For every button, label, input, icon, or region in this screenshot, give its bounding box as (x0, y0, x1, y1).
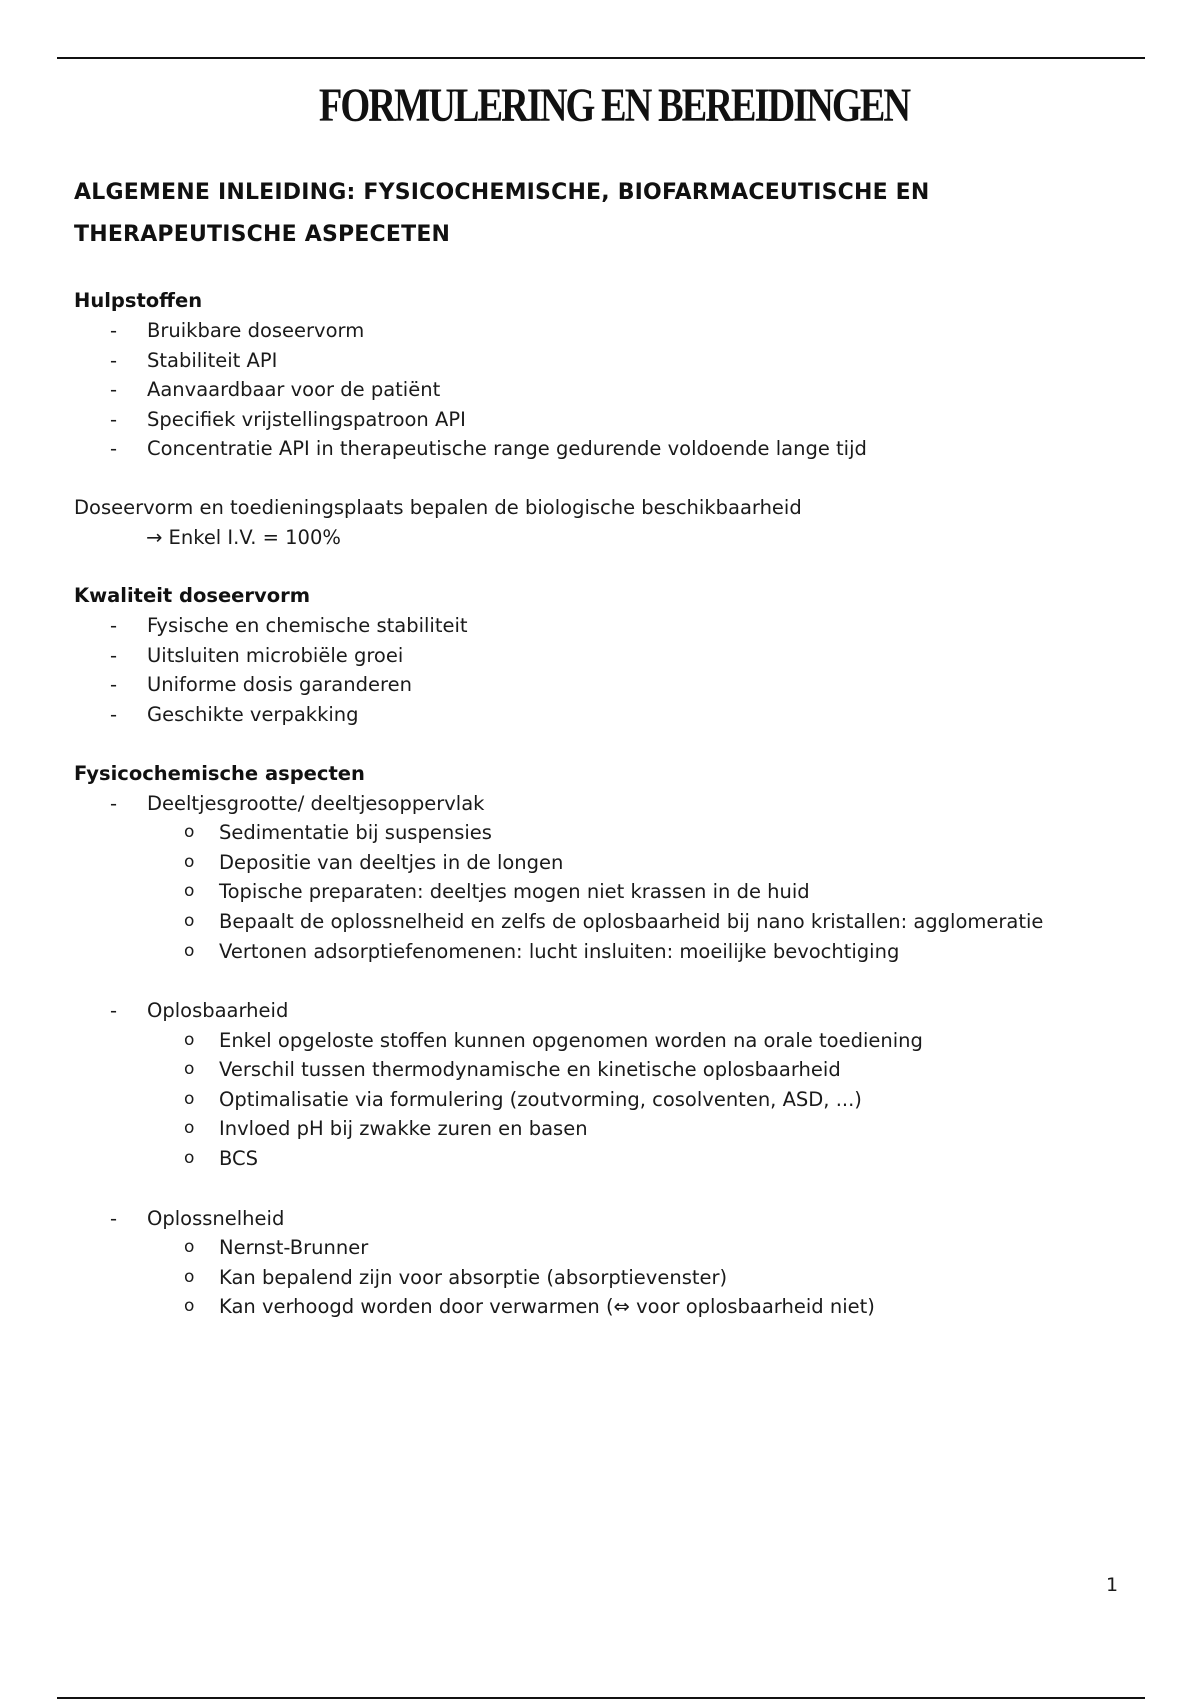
sublist-item: o Verschil tussen thermodynamische en kinetische oplosbaarheid (74, 1055, 1154, 1085)
sublist-item: o Sedimentatie bij suspensies (74, 818, 1154, 848)
list-item: - Stabiliteit API (74, 346, 1154, 376)
section-heading-hulpstoffen: Hulpstoffen (74, 289, 203, 312)
sublist-item: o BCS (74, 1144, 1154, 1174)
list-item: - Aanvaardbaar voor de patiënt (74, 375, 1154, 405)
page-number: 1 (1106, 1574, 1119, 1596)
section-heading-fysicochemisch: Fysicochemische aspecten (74, 761, 365, 785)
sublist-item: o Kan verhoogd worden door verwarmen (⇔ voor oplosbaarheid niet) (74, 1292, 1154, 1322)
sublist-item: o Depositie van deeltjes in de longen (74, 848, 1154, 878)
list-item: - Concentratie API in therapeutische range gedurende voldoende lange tijd (74, 434, 1154, 464)
main-heading: ALGEMENE INLEIDING: FYSICOCHEMISCHE, BIOFARMACEUTISCHE EN THERAPEUTISCHE ASPECETEN (74, 180, 930, 247)
sublist-item: o Enkel opgeloste stoffen kunnen opgenomen worden na orale toediening (74, 1026, 1154, 1056)
list-item: - Fysische en chemische stabiliteit (74, 611, 1154, 641)
sublist-item: o Vertonen adsorptiefenomenen: lucht insluiten: moeilijke bevochtiging (74, 937, 1154, 967)
list-item-oplosbaarheid (74, 996, 1154, 1204)
sublist-item: o Bepaalt de oplossnelheid en zelfs de oplosbaarheid bij nano kristallen: agglomeratie (74, 907, 1154, 937)
top-rule (57, 57, 1145, 59)
list-item: - Specifiek vrijstellingspatroon API (74, 405, 1154, 435)
list-item-label: Oplosbaarheid (147, 999, 289, 1023)
doseervorm-arrow-note: → Enkel I.V. = 100% (146, 525, 341, 549)
page-title: FORMULERING EN BEREIDINGEN (318, 79, 910, 132)
sublist (147, 1233, 1154, 1322)
list-item: - Bruikbare doseervorm (74, 316, 1154, 346)
sublist-item: o Topische preparaten: deeltjes mogen niet krassen in de huid (74, 877, 1154, 907)
list-item-oplossnelheid (74, 1204, 1154, 1322)
sublist-item: o Nernst-Brunner (74, 1233, 1154, 1263)
document-body (74, 286, 1154, 1322)
sublist-item: o Kan bepalend zijn voor absorptie (absorptievenster) (74, 1263, 1154, 1293)
section-heading-kwaliteit: Kwaliteit doseervorm (74, 584, 311, 608)
list-item-label: Oplossnelheid (147, 1206, 285, 1230)
bottom-rule (57, 1697, 1145, 1699)
fysicochemisch-list (74, 789, 1154, 1323)
list-item: - Geschikte verpakking (74, 700, 1154, 730)
hulpstoffen-list (74, 316, 1154, 464)
kwaliteit-list (74, 611, 1154, 729)
doseervorm-paragraph: Doseervorm en toedieningsplaats bepalen de biologische beschikbaarheid (74, 495, 802, 519)
list-item-deeltjesgrootte (74, 789, 1154, 997)
sublist (147, 1026, 1154, 1174)
list-item: - Uitsluiten microbiële groei (74, 641, 1154, 671)
sublist-item: o Invloed pH bij zwakke zuren en basen (74, 1114, 1154, 1144)
list-item-label: Deeltjesgrootte/ deeltjesoppervlak (147, 791, 485, 815)
sublist-item: o Optimalisatie via formulering (zoutvorming, cosolventen, ASD, ...) (74, 1085, 1154, 1115)
list-item: - Uniforme dosis garanderen (74, 670, 1154, 700)
sublist (147, 818, 1154, 966)
